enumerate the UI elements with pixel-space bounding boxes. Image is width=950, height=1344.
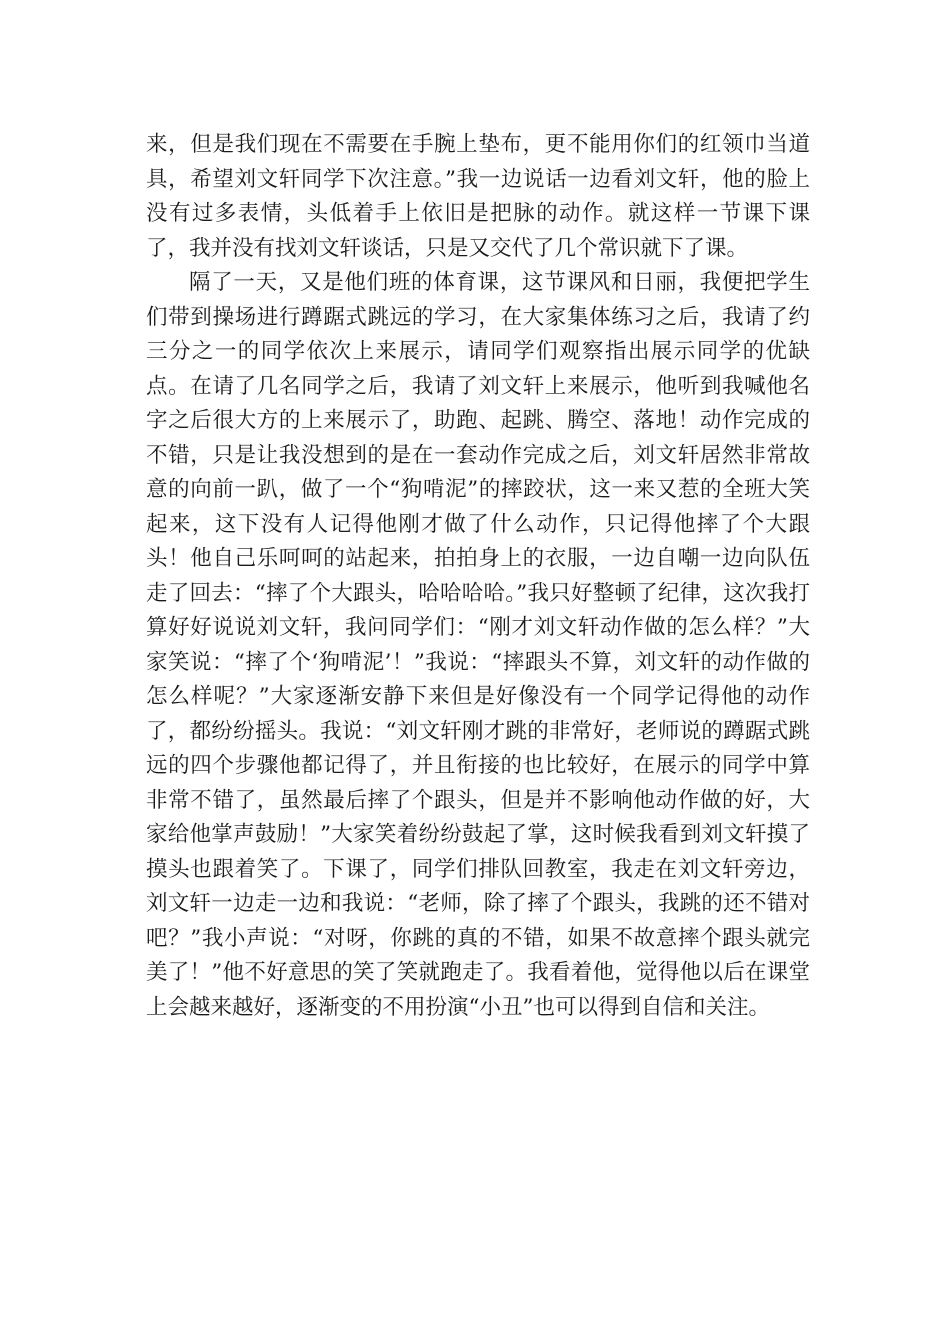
document-body bbox=[146, 128, 810, 1025]
paragraph-long-jump-lesson: 隔了一天，又是他们班的体育课，这节课风和日丽，我便把学生们带到操场进行蹲踞式跳远的学习，在大家集体练习之后，我请了约三分之一的同学依次上来展示，请同学们观察指出展示同学的优缺点。在请了几名同学之后，我请了刘文轩上来展示，他听到我喊他名字之后很大方的上来展示了，助跑、起跳、腾空、落地！动作完成的不错，只是让我没想到的是在一套动作完成之后，刘文轩居然非常故意的向前一趴，做了一个“狗啃泥”的摔跤状，这一来又惹的全班大笑起来，这下没有人记得他刚才做了什么动作，只记得他摔了个大跟头！他自己乐呵呵的站起来，拍拍身上的衣服，一边自嘲一边向队伍走了回去：“摔了个大跟头，哈哈哈哈。”我只好整顿了纪律，这次我打算好好说说刘文轩，我问同学们：“刚才刘文轩动作做的怎么样？”大家笑说：“摔了个‘狗啃泥’！”我说：“摔跟头不算，刘文轩的动作做的怎么样呢？”大家逐渐安静下来但是好像没有一个同学记得他的动作了，都纷纷摇头。我说：“刘文轩刚才跳的非常好，老师说的蹲踞式跳远的四个步骤他都记得了，并且衔接的也比较好，在展示的同学中算非常不错了，虽然最后摔了个跟头，但是并不影响他动作做的好，大家给他掌声鼓励！”大家笑着纷纷鼓起了掌，这时候我看到刘文轩摸了摸头也跟着笑了。下课了，同学们排队回教室，我走在刘文轩旁边，刘文轩一边走一边和我说：“老师，除了摔了个跟头，我跳的还不错对吧？”我小声说：“对呀，你跳的真的不错，如果不故意摔个跟头就完美了！”他不好意思的笑了笑就跑走了。我看着他，觉得他以后在课堂上会越来越好，逐渐变的不用扮演“小丑”也可以得到自信和关注。 bbox=[146, 270, 810, 1020]
paragraph-continuation: 来，但是我们现在不需要在手腕上垫布，更不能用你们的红领巾当道具，希望刘文轩同学下次注意。”我一边说话一边看刘文轩，他的脸上没有过多表情，头低着手上依旧是把脉的动作。就这样一节课下课了，我并没有找刘文轩谈话，只是又交代了几个常识就下了课。 bbox=[146, 132, 810, 261]
